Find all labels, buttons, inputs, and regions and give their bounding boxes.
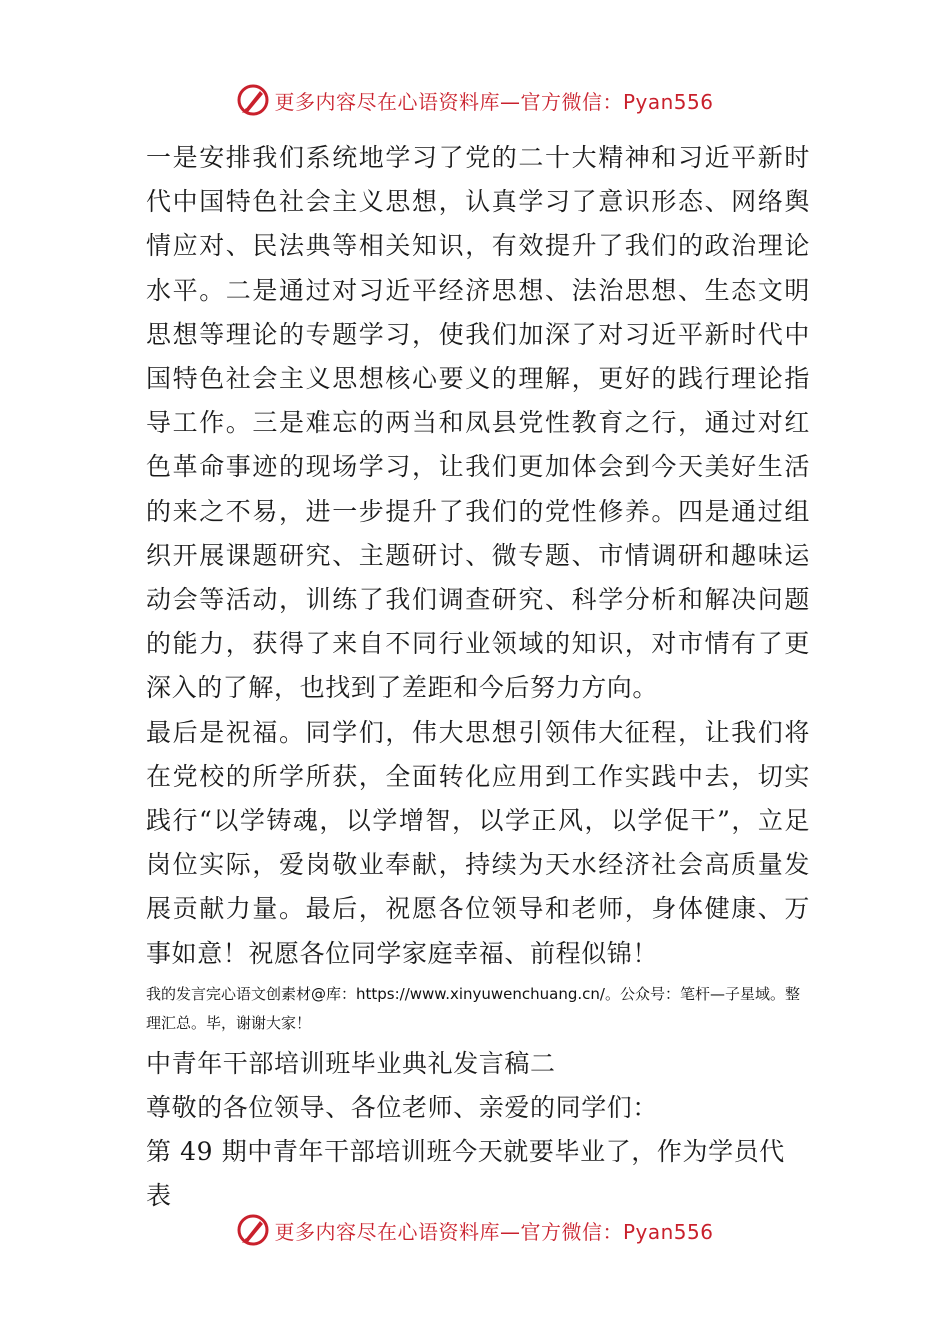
paragraph-2: 最后是祝福。同学们，伟大思想引领伟大征程，让我们将在党校的所学所获，全面转化应用到工作实践中去，切实践行“以学铸魂，以学增智，以学正风，以学促干”，立足岗位实际，爱岗敬业奉献，持续为天水经济社会高质量发展贡献力量。最后，祝愿各位领导和老师，身体健康、万事如意！祝愿各位同学家庭幸福、前程似锦！ <box>146 717 810 968</box>
opening-line: 第 49 期中青年干部培训班今天就要毕业了，作为学员代表 <box>146 1137 785 1211</box>
footer-banner-text: 更多内容尽在心语资料库—官方微信：Pyan556 <box>274 1219 714 1244</box>
document-body <box>146 136 810 1219</box>
header-banner <box>0 82 950 118</box>
footer-banner <box>0 1212 950 1248</box>
source-note: 我的发言完心语文创素材@库：https://www.xinyuwenchuang.cn/。公众号：笔杆—子星域。整理汇总。毕，谢谢大家！ <box>146 984 800 1032</box>
speech-title: 中青年干部培训班毕业典礼发言稿二 <box>146 1048 556 1078</box>
header-banner-text: 更多内容尽在心语资料库—官方微信：Pyan556 <box>274 89 714 114</box>
pen-logo-icon <box>236 1213 270 1247</box>
pen-logo-icon <box>236 83 270 117</box>
greeting-line: 尊敬的各位领导、各位老师、亲爱的同学们： <box>146 1093 659 1123</box>
paragraph-1: 一是安排我们系统地学习了党的二十大精神和习近平新时代中国特色社会主义思想，认真学习了意识形态、网络舆情应对、民法典等相关知识，有效提升了我们的政治理论水平。二是通过对习近平经济思想、法治思想、生态文明思想等理论的专题学习，使我们加深了对习近平新时代中国特色社会主义思想核心要义的理解，更好的践行理论指导工作。三是难忘的两当和凤县党性教育之行，通过对红色革命事迹的现场学习，让我们更加体会到今天美好生活的来之不易，进一步提升了我们的党性修养。四是通过组织开展课题研究、主题研讨、微专题、市情调研和趣味运动会等活动，训练了我们调查研究、科学分析和解决问题的能力，获得了来自不同行业领域的知识，对市情有了更深入的了解，也找到了差距和今后努力方向。 <box>146 143 810 703</box>
